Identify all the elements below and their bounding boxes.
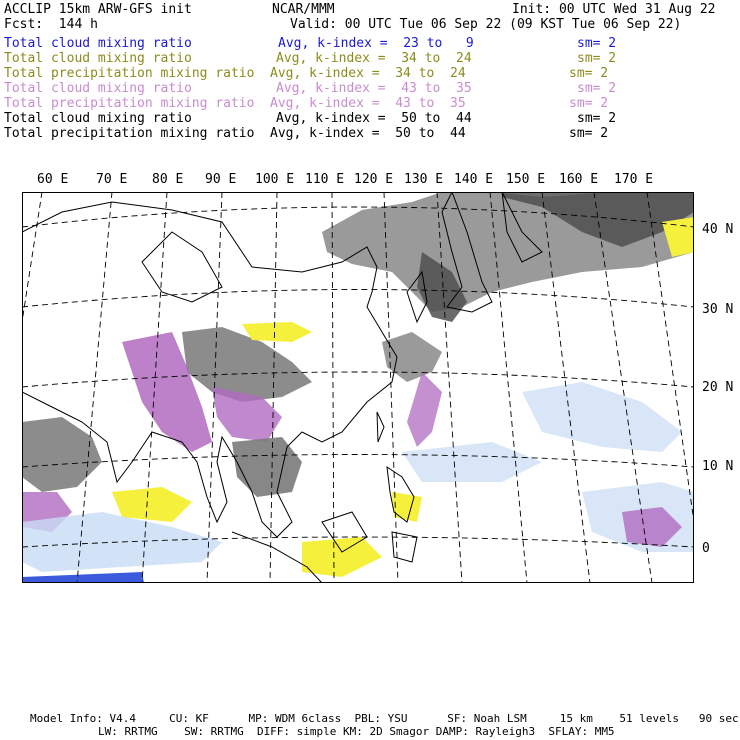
init-time: Init: 00 UTC Wed 31 Aug 22 [512,2,716,17]
lon-label: 160 E [559,172,599,187]
field-name: Total cloud mixing ratio [4,81,192,96]
field-sm: sm= 2 [569,96,609,111]
field-sm: sm= 2 [577,111,617,126]
field-avg: Avg, k-index = 43 to 35 [276,81,472,96]
lon-label: 90 E [205,172,237,187]
title-center: NCAR/MMM [272,2,335,17]
lat-label: 40 N [702,222,734,237]
field-name: Total cloud mixing ratio [4,36,192,51]
field-sm: sm= 2 [577,51,617,66]
title-left: ACCLIP 15km ARW-GFS init [4,2,192,17]
weather-map[interactable] [22,192,694,583]
field-sm: sm= 2 [569,126,609,141]
lat-label: 10 N [702,459,734,474]
field-avg: Avg, k-index = 23 to 9 [278,36,474,51]
field-name: Total precipitation mixing ratio [4,66,255,81]
field-avg: Avg, k-index = 34 to 24 [276,51,472,66]
lon-label: 100 E [255,172,295,187]
model-info-line2: LW: RRTMG SW: RRTMG DIFF: simple KM: 2D Smagor DAMP: Rayleigh3 SFLAY: MM5 [98,725,615,738]
lon-label: 140 E [454,172,494,187]
lon-label: 60 E [37,172,69,187]
valid-time: Valid: 00 UTC Tue 06 Sep 22 (09 KST Tue 06 Sep 22) [290,17,682,32]
field-avg: Avg, k-index = 50 to 44 [270,126,466,141]
field-sm: sm= 2 [577,81,617,96]
field-avg: Avg, k-index = 34 to 24 [270,66,466,81]
field-avg: Avg, k-index = 43 to 35 [270,96,466,111]
field-name: Total precipitation mixing ratio [4,96,255,111]
lon-label: 170 E [614,172,654,187]
lon-label: 150 E [506,172,546,187]
lon-label: 70 E [96,172,128,187]
model-info-line1: Model Info: V4.4 CU: KF MP: WDM 6class PBL: YSU SF: Noah LSM 15 km 51 levels 90 sec [30,712,739,725]
lon-label: 120 E [354,172,394,187]
field-sm: sm= 2 [569,66,609,81]
field-name: Total cloud mixing ratio [4,111,192,126]
forecast-hour: Fcst: 144 h [4,17,98,32]
field-sm: sm= 2 [577,36,617,51]
lon-label: 80 E [152,172,184,187]
field-avg: Avg, k-index = 50 to 44 [276,111,472,126]
field-name: Total cloud mixing ratio [4,51,192,66]
cloud-region-yellow [392,492,422,522]
lat-label: 30 N [702,302,734,317]
lat-label: 20 N [702,380,734,395]
lat-label: 0 [702,541,710,556]
lon-label: 110 E [305,172,345,187]
lon-label: 130 E [404,172,444,187]
field-name: Total precipitation mixing ratio [4,126,255,141]
